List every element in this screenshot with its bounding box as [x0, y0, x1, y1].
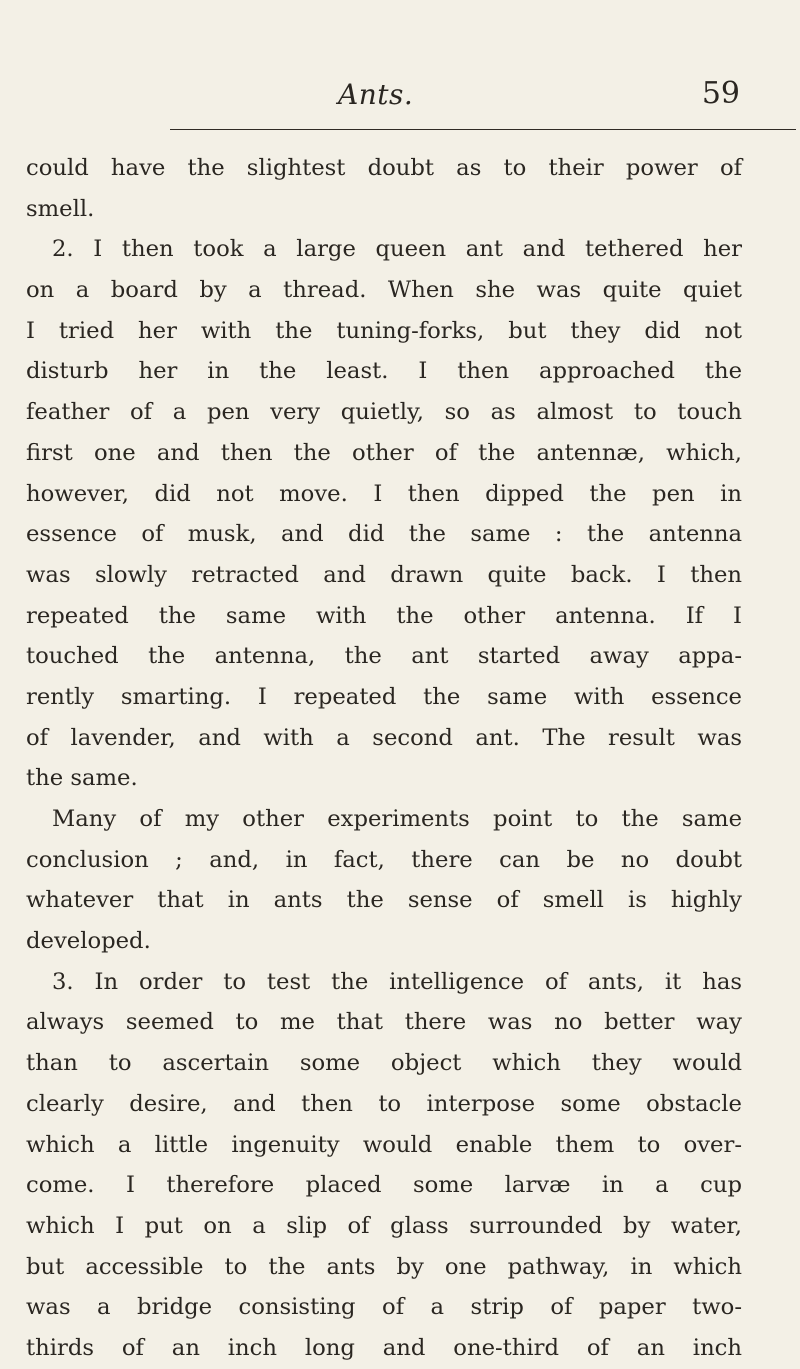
text-line: thirds of an inch long and one-third of an inch — [26, 1334, 742, 1361]
text-line: could have the slightest doubt as to their power of — [26, 155, 742, 181]
text-line: rently smarting. I repeated the same with essence — [26, 683, 742, 710]
text-line: first one and then the other of the antennæ, which, — [26, 439, 742, 466]
text-line: but accessible to the ants by one pathway, in which — [26, 1253, 742, 1280]
text-line: always seemed to me that there was no better way — [26, 1009, 742, 1036]
text-line: 2. I then took a large queen ant and tethered her — [52, 236, 742, 263]
text-line: conclusion ; and, in fact, there can be no doubt — [26, 846, 742, 873]
text-line: come. I therefore placed some larvæ in a cup — [26, 1172, 742, 1199]
text-line: whatever that in ants the sense of smell is highly — [26, 887, 742, 914]
text-line: of lavender, and with a second ant. The result was — [26, 724, 742, 751]
text-line: touched the antenna, the ant started away appa- — [26, 643, 742, 670]
text-line: however, did not move. I then dipped the pen in — [26, 480, 742, 507]
text-line: clearly desire, and then to interpose some obstacle — [26, 1090, 742, 1117]
running-title: Ants. — [338, 78, 414, 111]
text-line: on a board by a thread. When she was quite quiet — [26, 277, 742, 304]
text-line: essence of musk, and did the same : the antenna — [26, 521, 742, 548]
text-line: the same. — [26, 765, 138, 792]
header-rule — [170, 129, 796, 130]
page-number: 59 — [701, 76, 740, 111]
text-line: repeated the same with the other antenna. If I — [26, 602, 742, 629]
text-line: 3. In order to test the intelligence of ants, it has — [52, 968, 742, 995]
text-line: which I put on a slip of glass surrounded by water, — [26, 1212, 742, 1239]
text-line: which a little ingenuity would enable them to over- — [26, 1131, 742, 1158]
text-line: was a bridge consisting of a strip of paper two- — [26, 1294, 742, 1321]
text-line: Many of my other experiments point to the same — [52, 806, 742, 832]
text-line: than to ascertain some object which they would — [26, 1050, 742, 1077]
text-line: smell. — [26, 195, 95, 222]
text-line: developed. — [26, 928, 151, 955]
text-line: feather of a pen very quietly, so as almost to touch — [26, 399, 742, 426]
body-text — [26, 148, 742, 1369]
running-head — [170, 72, 740, 116]
text-line: I tried her with the tuning-forks, but they did not — [26, 317, 742, 344]
text-line: disturb her in the least. I then approached the — [26, 358, 742, 385]
text-line: was slowly retracted and drawn quite back. I then — [26, 561, 742, 588]
